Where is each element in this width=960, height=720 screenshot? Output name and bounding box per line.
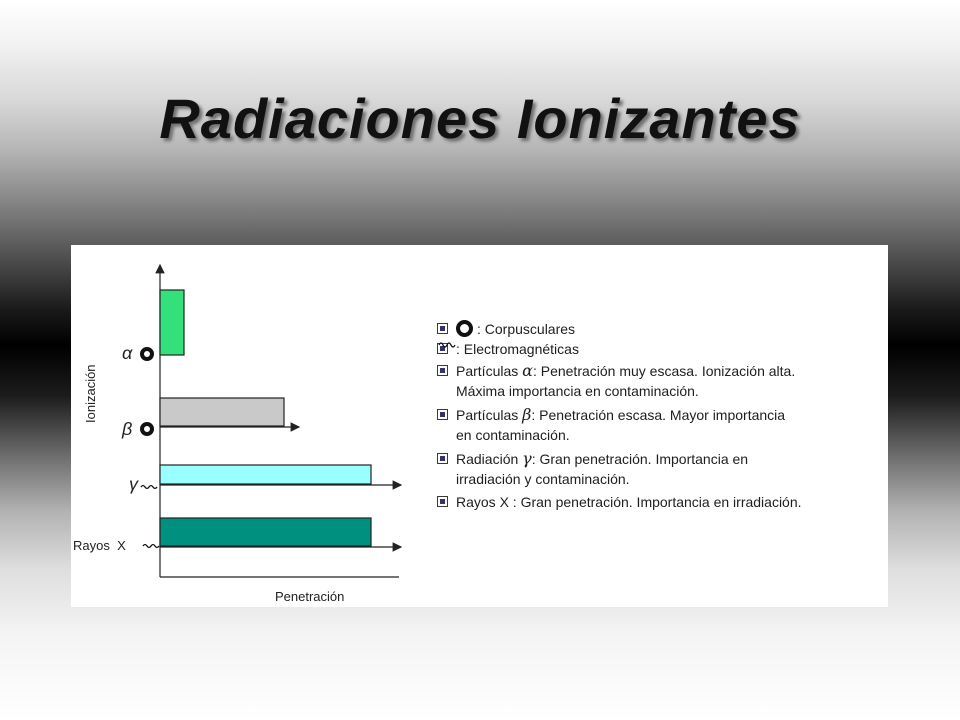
- bullet-icon: [437, 496, 448, 507]
- xray-bar: [160, 518, 371, 546]
- legend-corpuscular: [437, 319, 575, 339]
- gamma-label: γ: [129, 474, 138, 494]
- legend-alpha-symbol: α: [522, 361, 533, 380]
- xray-wave-icon: [143, 545, 159, 548]
- bullet-icon: [437, 453, 448, 464]
- gamma-bar: [160, 465, 371, 484]
- beta-corpuscle-icon: [142, 424, 152, 434]
- xray-label: Rayos X: [73, 538, 126, 553]
- corpuscle-icon: [456, 320, 473, 337]
- alpha-corpuscle-icon: [142, 349, 152, 359]
- legend-gamma: [437, 449, 748, 489]
- alpha-label: α: [122, 343, 133, 363]
- alpha-bar: [160, 290, 184, 355]
- legend-gamma-prefix: Radiación: [456, 451, 523, 467]
- slide-title: Radiaciones Ionizantes: [159, 87, 801, 150]
- legend-alpha-line1: : Penetración muy escasa. Ionización alta.: [532, 363, 796, 379]
- x-axis-label: Penetración: [275, 589, 345, 604]
- legend-xray: [437, 492, 802, 512]
- legend-gamma-symbol: γ: [522, 449, 532, 468]
- bullet-icon: [437, 409, 448, 420]
- legend-alpha-line2: Máxima importancia en contaminación.: [456, 383, 699, 399]
- legend-gamma-line1: : Gran penetración. Importancia en: [531, 451, 749, 467]
- y-axis-label: Ionización: [83, 364, 98, 423]
- radiation-diagram-panel: [71, 245, 888, 607]
- legend-alpha-prefix: Partículas: [456, 363, 523, 379]
- legend-beta: [437, 405, 785, 445]
- legend-beta-symbol: β: [522, 405, 532, 424]
- beta-label: β: [122, 419, 133, 439]
- wave-icon: [437, 339, 459, 349]
- legend-corpuscular-text: : Corpusculares: [477, 321, 576, 337]
- legend-xray-prefix: Rayos X: [456, 494, 509, 510]
- legend-beta-line1: : Penetración escasa. Mayor importancia: [531, 407, 786, 423]
- gamma-wave-icon: [141, 486, 157, 489]
- legend-gamma-line2: irradiación y contaminación.: [456, 471, 630, 487]
- bullet-icon: [437, 323, 448, 334]
- legend-beta-prefix: Partículas: [456, 407, 523, 423]
- beta-bar: [160, 398, 284, 426]
- legend-xray-line1: : Gran penetración. Importancia en irradiación.: [508, 494, 802, 510]
- legend-electromagnetic-text: : Electromagnéticas: [456, 341, 579, 357]
- legend-electromagnetic: [437, 339, 579, 359]
- legend-alpha: [437, 361, 795, 401]
- legend-beta-line2: en contaminación.: [456, 427, 570, 443]
- bullet-icon: [437, 365, 448, 376]
